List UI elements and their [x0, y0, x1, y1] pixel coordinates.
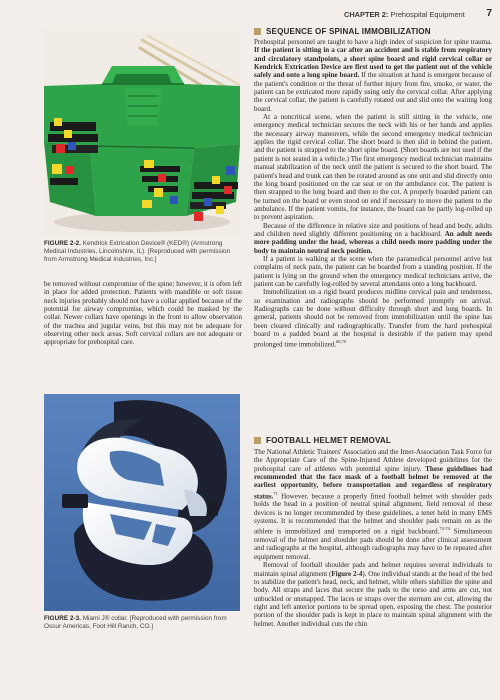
- chapter-label: CHAPTER 2: Prehospital Equipment: [344, 10, 465, 19]
- paragraph-adult-child-padding: Because of the difference in relative size and positions of head and body, adults and children need slightly different positioning on a backboard. An adult needs more padding under the head, whereas a child needs more padding under the body to maintain neutral neck position.: [254, 221, 492, 255]
- page-number: 7: [486, 8, 492, 19]
- ked-device-illustration: [44, 26, 240, 236]
- section-heading-football-helmet: FOOTBALL HELMET REMOVAL: [254, 436, 391, 445]
- figure-kendrick-extrication-device: [44, 26, 240, 236]
- paragraph-guidelines: The National Athletic Trainers' Association and the Inter-Association Task Force for the Appropriate Care of the Spine-Injured Athlete developed guidelines for the prehospital care of athletes with potential spine injury. These guidelines had recommended that the face mask of a football helmet be removed at the earliest opportunity, before transportation and regardless of respiratory status.$^{71}$ However, because a properly fitted football helmet with shoulder pads holds the head in a position of neutral spinal alignment, field removal of these devices is no longer recommended by these guidelines, a tenet held in many EMS systems. It is recommended that the helmet and shoulder pads remain on as the athlete is immobilized and transported on a rigid backboard.$^{72-74}$ Simultaneous removal of the helmet and shoulder pads should be done after clinical assessment and radiographs at the hospital, although radiographs may have to be repeated after equipment removal.: [254, 448, 492, 561]
- paragraph-rigid-board: Immobilization on a rigid board produces midline cervical pain and tenderness, so examination and radiographs should be performed promptly on arrival. Radiographs can be done without difficulty through short and long boards. In general, patients should not be removed from immobilization until the spine has been cleared clinically and radiographically. Transfer from the hard prehospital board to a padded board at the hospital is desirable if the patient may spend prolonged time immobilized.$^{68,70}$: [254, 288, 492, 349]
- paragraph-pad-removal: Removal of football shoulder pads and helmet requires several individuals to maintain spinal alignment (Figure 2-4). One individual stands at the head of the bed to stabilize the patient's head, neck, and helmet, while others stabilize the spine and body. All straps and laces that secure the pads to the torso and arms are cut, not unbuckled or unsnapped. The laces or straps over the sternum are cut, allowing the right and left anterior portions to be spread open, exposing the chest. The posterior portion of the shoulder pads is kept in place to maintain spinal alignment with the helmet. Another individual cuts the chin: [254, 561, 492, 628]
- paragraph-noncritical-scene: At a noncritical scene, when the patient is still sitting in the vehicle, one emergency medical technician secures the neck with his or her hands and applies the necessary airway maneuvers, while the second emergency medical technician applies the rigid cervical collar. The short board is then slid in behind the patient, and the patient is strapped to the short spine board. (Short boards are not used if the patient is not seated in a vehicle.) The first emergency medical technician maintains manual stabilization of the neck until the patient is secured to the short board. The patient's head and trunk can then be rotated around as one unit and slid directly onto the long board positioned on the car seat or on the ambulance cot. The patient is then strapped to the long board and then to the cot. A properly boarded patient can be turned on the board or even stood on end if necessary to move the patient to the ambulance. If the patient vomits, for instance, the board can be partly log-rolled up to prevent aspiration.: [254, 113, 492, 222]
- paragraph-suspicion: Prehospital personnel are taught to have a high index of suspicion for spine trauma. If the patient is sitting in a car after an accident and is stable from respiratory and circulatory standpoints, a short spine board and rigid cervical collar or Kendrick Extrication Device are first used to get the patient out of the vehicle safely and onto a long spine board. If the situation at hand is emergent because of the patient's condition or the threat of further injury from fire, smoke, or water, the patient can be extricated more rapidly using only the cervical collar. After applying the cervical collar, the patient is carefully rotated out and slid onto the waiting long board.: [254, 38, 492, 113]
- right-column-football-text: [254, 448, 492, 696]
- section-heading-spinal-immobilization: SEQUENCE OF SPINAL IMMOBILIZATION: [254, 27, 431, 36]
- collar-paragraph: be removed without compromise of the spine; however, it is often left in place for added protection. Patients with mandible or soft tissue neck injuries probably should not have a collar applied because of the potential for airway compromise, which could be masked by the collar. Newer collars have openings in the front to allow observation of the trachea and jugular veins, but this may not be adequate for observing other neck areas. Soft cervical collars are not adequate or appropriate for prehospital care.: [44, 280, 242, 347]
- figure-miami-j-collar: [44, 394, 240, 611]
- paragraph-walking-patient: If a patient is walking at the scene when the paramedical personnel arrive but complains of neck pain, the patient can be boarded from a standing position. If the patient is lying on the ground when the emergency medical technicians arrive, the patient can be carefully log-rolled by several attendants onto a long backboard.: [254, 254, 492, 288]
- section-marker-icon: [254, 437, 261, 444]
- miami-j-collar-photo: [44, 394, 240, 611]
- figure-2-3-caption: FIGURE 2-3. Miami J® collar. [Reproduced with permission from Ossur Americas, Foot Hill Ranch, CO.]: [44, 615, 227, 631]
- running-header: [252, 8, 492, 24]
- right-column-spinal-text: [254, 38, 492, 431]
- figure-2-2-caption: FIGURE 2-2. Kendrick Extrication Device® (KED®) (Armstrong Medical Industries, Lincolnshire, IL). [Reproduced with permission from Armstrong Medical Industries, Inc.]: [44, 240, 231, 264]
- left-column-text: [44, 280, 242, 380]
- section-marker-icon: [254, 28, 261, 35]
